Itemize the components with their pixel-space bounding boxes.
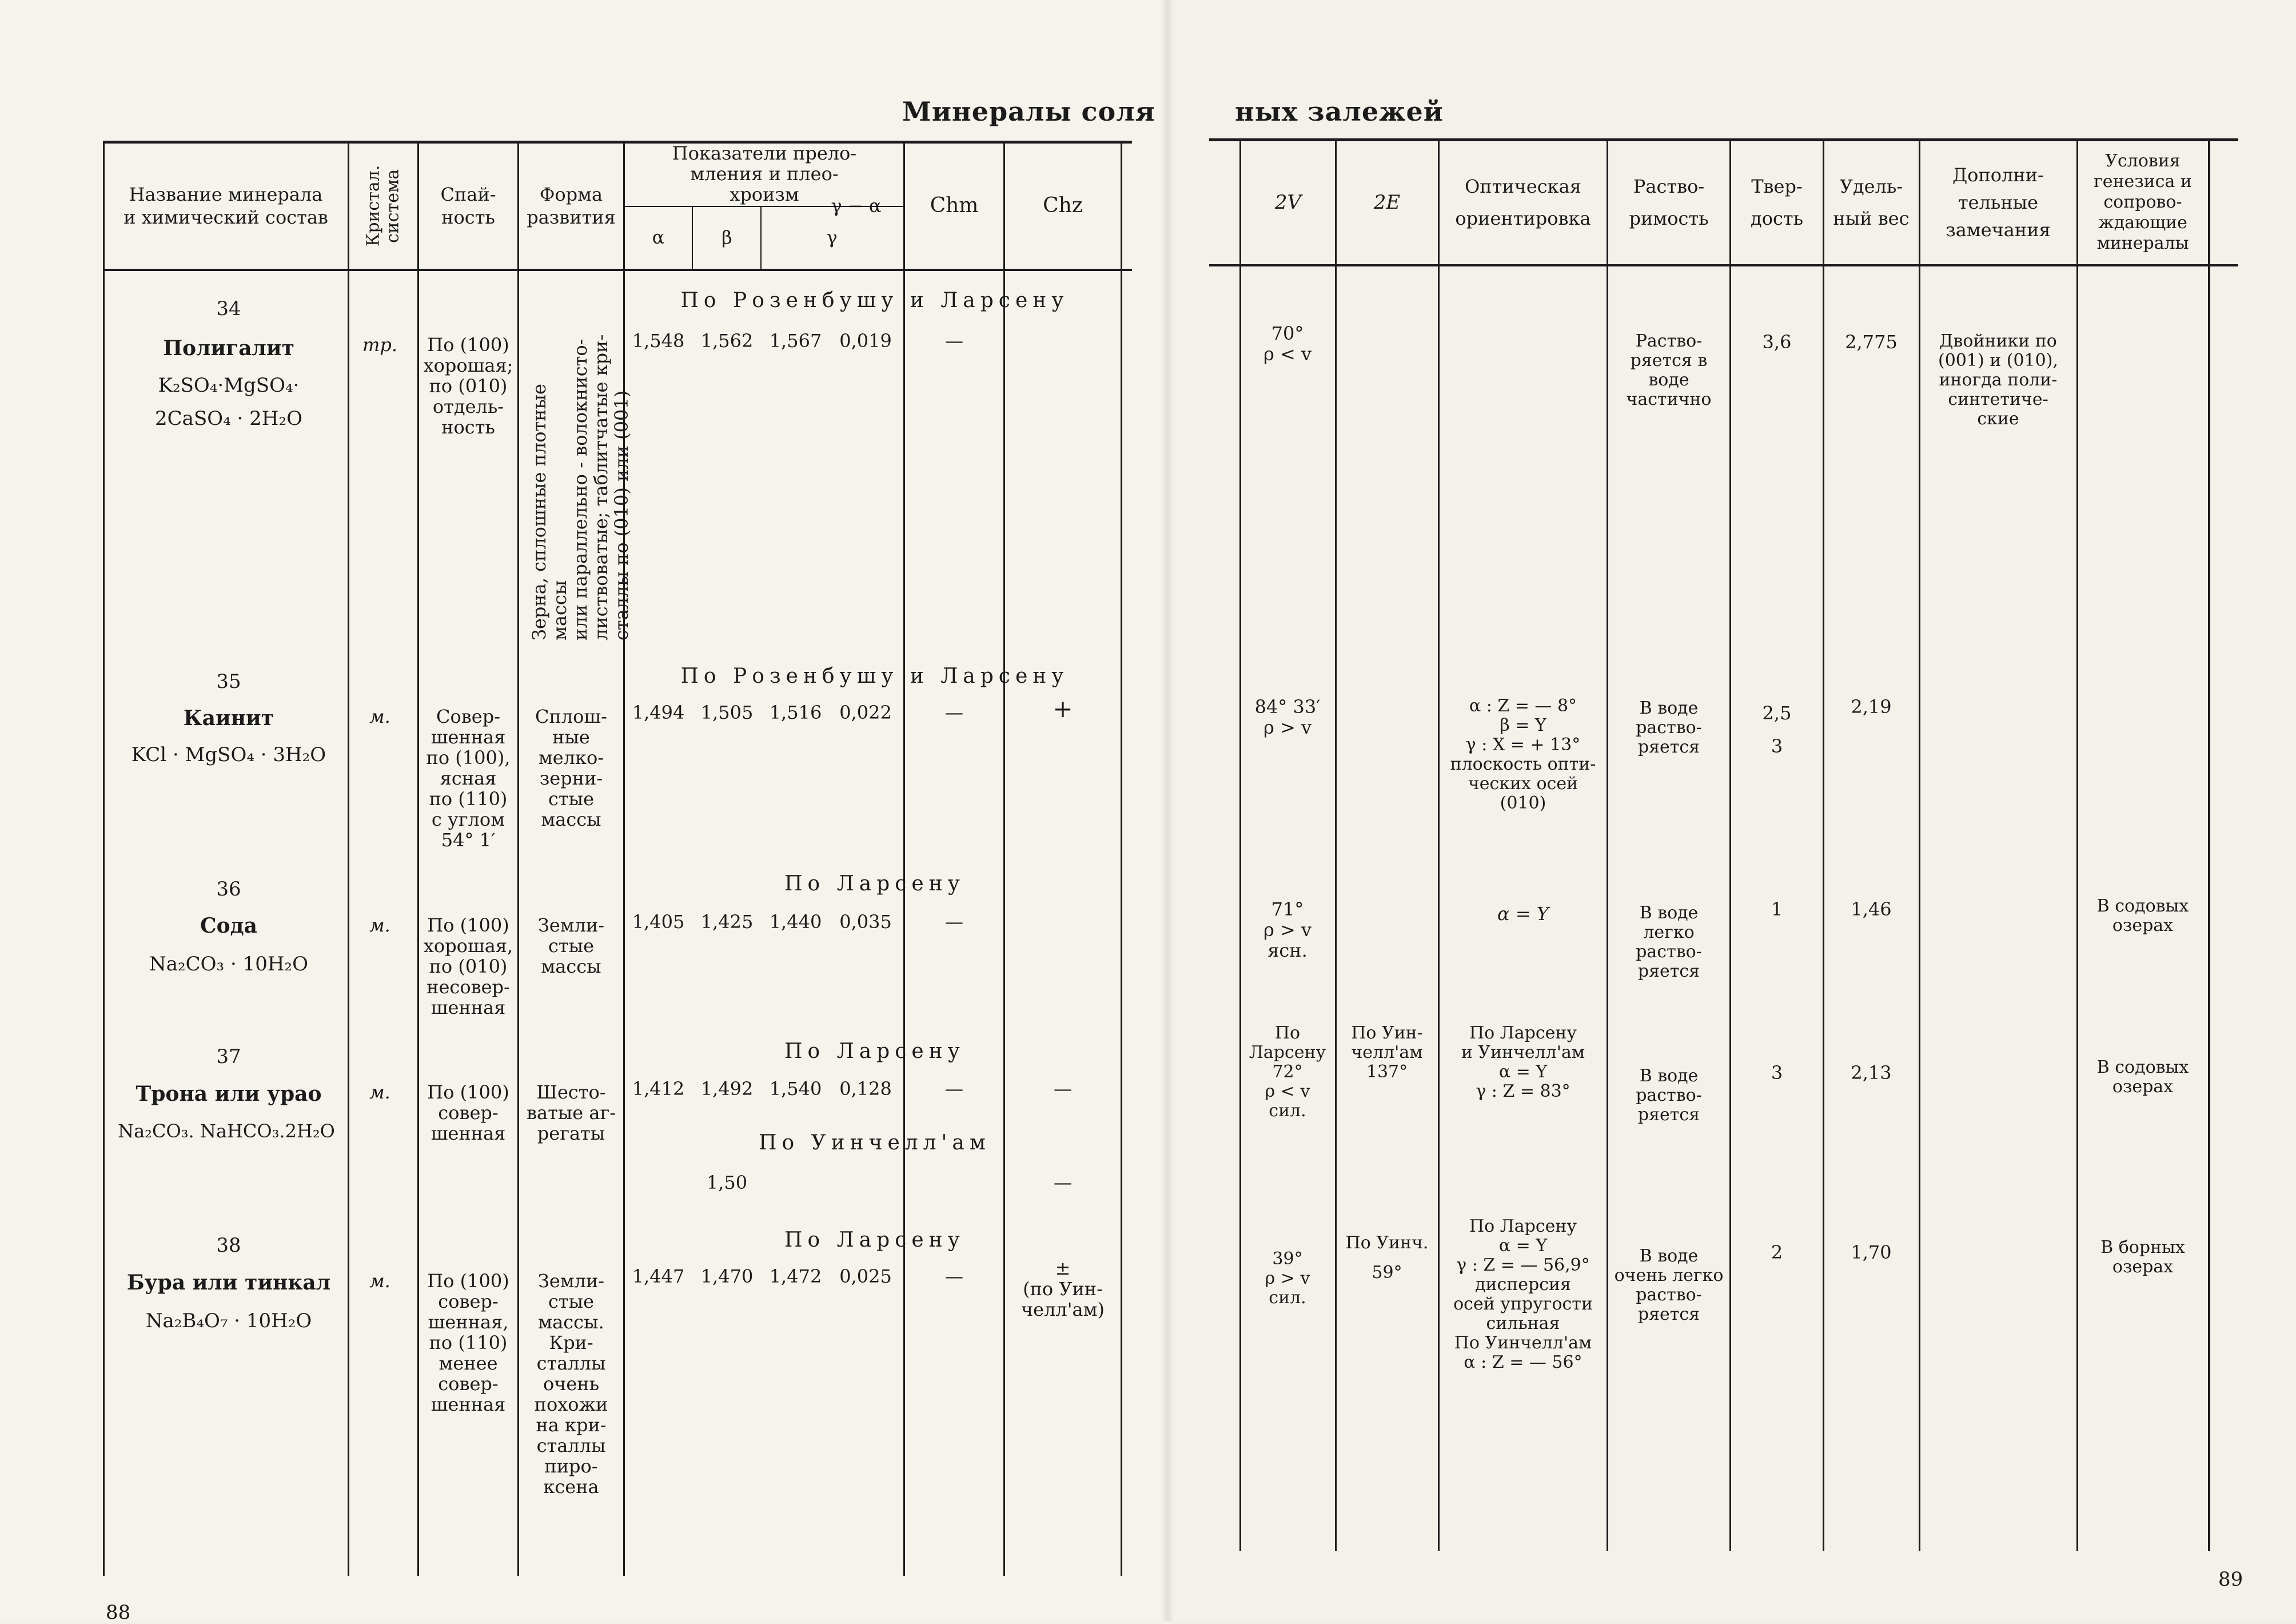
header-hardness: Твер- дость (1750, 176, 1803, 229)
beta-value: 1,505 (700, 702, 754, 723)
col-line (1239, 138, 1241, 1551)
mineral-name: Бура или тинкал (126, 1271, 331, 1295)
col-line (903, 141, 905, 1576)
header-conditions: Условия генезиса и сопрово- ждающие минералы (2094, 151, 2192, 253)
col-line (1335, 138, 1337, 1551)
mineral-name: Сода (200, 914, 257, 938)
crystal-system: м. (369, 1081, 390, 1103)
optical-value: α = Y (1497, 903, 1549, 925)
chz-value: — (1054, 1078, 1072, 1100)
header-name: Название минерала и химический состав (123, 184, 328, 228)
alpha-value: 1,447 (632, 1265, 685, 1287)
mineral-number: 37 (216, 1045, 241, 1068)
right-page (1166, 0, 2296, 1621)
book-gutter (1161, 0, 1174, 1621)
gamma-value: 1,567 (769, 330, 822, 352)
gamma-alpha-value: 0,128 (839, 1078, 892, 1100)
chm-value: — (945, 1078, 963, 1100)
alpha-value: 1,494 (632, 702, 685, 723)
row-author: По Ларсену (784, 1228, 965, 1252)
form-development: Сплош- ные мелко- зерни- стые массы (535, 706, 607, 830)
header-bottom-rule (1209, 264, 2238, 266)
col-line (1438, 138, 1440, 1551)
form-development: Земли- стые массы (537, 914, 605, 977)
density-value: 1,46 (1851, 898, 1892, 920)
header-gamma-alpha: γ − α (831, 195, 882, 217)
col-line (2076, 138, 2078, 1551)
mineral-formula: Na₂B₄O₇ · 10H₂O (145, 1309, 312, 1332)
crystal-system: м. (369, 706, 390, 727)
solubility-value: В воде очень легко раство- ряется (1614, 1246, 1724, 1324)
col-line (760, 206, 762, 269)
header-2e: 2E (1373, 191, 1401, 214)
gamma-value: 1,472 (769, 1265, 822, 1287)
solubility-value: Раство- ряется в воде частично (1626, 331, 1712, 409)
chz-value-secondary: — (1054, 1172, 1072, 1193)
two-v-value: 84° 33′ ρ > v (1254, 696, 1321, 738)
chm-value: — (945, 330, 963, 352)
two-v-value: 70° ρ < v (1263, 323, 1312, 365)
gamma-value: 1,440 (769, 911, 822, 933)
header-density: Удель- ный вес (1833, 176, 1910, 229)
conditions-value: В борных озерах (2100, 1237, 2185, 1277)
mineral-number: 36 (216, 878, 241, 901)
col-line (2208, 138, 2210, 1551)
header-gamma: γ (826, 226, 838, 248)
two-v-value: 71° ρ > v ясн. (1263, 898, 1312, 961)
header-crystal: Кристал. система (363, 165, 403, 247)
col-line (1823, 138, 1824, 1551)
chz-value: ± (по Уин- челл'ам) (1021, 1257, 1105, 1320)
header-bottom-rule (103, 269, 1132, 271)
beta-value: 1,492 (700, 1078, 754, 1100)
mineral-formula: KCl · MgSO₄ · 3H₂O (131, 743, 326, 766)
conditions-value: В содовых озерах (2096, 896, 2189, 936)
hardness-value: 2,5 3 (1762, 702, 1792, 757)
crystal-system: тр. (362, 334, 397, 356)
row-author-secondary: По Уинчелл'ам (759, 1131, 991, 1155)
cleavage: По (100) совер- шенная (427, 1081, 509, 1144)
form-development: Зерна, сплошные плотные массы или параллельно - волокнисто- листвоватые; таблитчатые кри- сталлы по (010) или (001) (528, 334, 632, 640)
header-chm: Chm (930, 194, 979, 217)
row-author: По Розенбушу и Ларсену (680, 664, 1069, 688)
gamma-alpha-value: 0,022 (839, 702, 892, 723)
gamma-value: 1,540 (769, 1078, 822, 1100)
gamma-alpha-value: 0,035 (839, 911, 892, 933)
gamma-value: 1,516 (769, 702, 822, 723)
density-value: 2,775 (1845, 331, 1898, 353)
beta-value: 1,425 (700, 911, 754, 933)
beta-value-secondary: 1,50 (706, 1172, 748, 1193)
two-e-value: По Уин- челл'ам 137° (1351, 1023, 1423, 1082)
col-line (692, 206, 693, 269)
gamma-alpha-value: 0,025 (839, 1265, 892, 1287)
hardness-value: 1 (1771, 898, 1783, 920)
mineral-number: 34 (216, 297, 241, 320)
table-top-rule (1209, 138, 2238, 141)
header-optical: Оптическая ориентировка (1455, 176, 1591, 229)
page-number-right: 89 (2218, 1568, 2243, 1591)
two-v-value: 39° ρ > v сил. (1265, 1249, 1310, 1308)
col-line (1121, 141, 1122, 1576)
mineral-formula: 2CaSO₄ · 2H₂O (155, 407, 302, 430)
chm-value: — (945, 911, 963, 933)
row-author: По Ларсену (784, 872, 965, 895)
table-top-rule (103, 141, 1132, 144)
optical-value: α : Z = — 8° β = Y γ : X = + 13° плоскость опти- ческих осей (010) (1450, 696, 1596, 813)
header-solubility: Раство- римость (1629, 176, 1709, 229)
mineral-formula: K₂SO₄·MgSO₄· (158, 374, 300, 397)
crystal-system: м. (369, 1270, 390, 1292)
alpha-value: 1,548 (632, 330, 685, 352)
cleavage: По (100) хорошая; по (010) отдель- ность (423, 334, 513, 438)
two-v-value: По Ларсену 72° ρ < v сил. (1249, 1023, 1326, 1121)
col-line (1729, 138, 1731, 1551)
optical-value: По Ларсену и Уинчелл'ам α = Y γ : Z = 83° (1461, 1023, 1585, 1101)
chz-value: + (1053, 695, 1073, 723)
col-line (417, 141, 419, 1576)
solubility-value: В воде раство- ряется (1636, 698, 1702, 757)
header-form: Форма развития (527, 184, 616, 228)
density-value: 1,70 (1851, 1241, 1892, 1263)
mineral-name: Трона или урао (135, 1082, 322, 1106)
alpha-value: 1,412 (632, 1078, 685, 1100)
beta-value: 1,470 (700, 1265, 754, 1287)
form-development: Шесто- ватые аг- регаты (526, 1081, 616, 1144)
crystal-system: м. (369, 914, 390, 936)
header-2v: 2V (1274, 191, 1302, 214)
row-author: По Ларсену (784, 1040, 965, 1063)
mineral-number: 38 (216, 1234, 241, 1257)
header-remarks: Дополни- тельные замечания (1946, 164, 2051, 241)
header-refraction: Показатели прело- мления и плео- хроизм (672, 142, 857, 205)
remarks-value: Двойники по (001) и (010), иногда поли- синтетиче- ские (1938, 331, 2058, 429)
solubility-value: В воде раство- ряется (1636, 1066, 1702, 1125)
alpha-value: 1,405 (632, 911, 685, 933)
col-line (103, 141, 105, 1576)
header-beta: β (722, 226, 732, 248)
col-line (1607, 138, 1608, 1551)
running-title-left: Минералы соля (902, 96, 1155, 127)
header-alpha: α (652, 226, 665, 248)
chm-value: — (945, 1265, 963, 1287)
two-e-value: По Уинч. 59° (1345, 1233, 1429, 1283)
cleavage: Совер- шенная по (100), ясная по (110) с углом 54° 1′ (426, 706, 511, 851)
optical-value: По Ларсену α = Y γ : Z = — 56,9° дисперсия осей упругости сильная По Уинчелл'ам α : Z = — 56° (1453, 1216, 1593, 1372)
page-number-left: 88 (106, 1601, 131, 1624)
conditions-value: В содовых озерах (2096, 1057, 2189, 1097)
gamma-alpha-value: 0,019 (839, 330, 892, 352)
hardness-value: 2 (1771, 1241, 1783, 1263)
cleavage: По (100) совер- шенная, по (110) менее совер- шенная (427, 1270, 509, 1415)
header-cleavage: Спай- ность (440, 184, 496, 228)
chm-value: — (945, 702, 963, 723)
mineral-number: 35 (216, 670, 241, 693)
row-author: По Розенбушу и Ларсену (680, 289, 1069, 312)
header-chz: Chz (1043, 194, 1083, 217)
cleavage: По (100) хорошая, по (010) несовер- шенная (423, 914, 513, 1018)
running-title-right: ных залежей (1235, 96, 1444, 127)
mineral-formula: Na₂CO₃ · 10H₂O (149, 953, 308, 976)
solubility-value: В воде легко раство- ряется (1636, 903, 1702, 981)
mineral-name: Полигалит (163, 336, 294, 360)
mineral-name: Каинит (183, 706, 274, 730)
beta-value: 1,562 (700, 330, 754, 352)
hardness-value: 3,6 (1762, 331, 1792, 353)
density-value: 2,13 (1851, 1062, 1892, 1084)
mineral-formula: Na₂CO₃. NaHCO₃.2H₂O (118, 1120, 335, 1142)
col-line (1003, 141, 1005, 1576)
col-line (1919, 138, 1920, 1551)
density-value: 2,19 (1851, 696, 1892, 718)
hardness-value: 3 (1771, 1062, 1783, 1084)
form-development: Земли- стые массы. Кри- сталлы очень похожи на кри- сталлы пиро- ксена (534, 1270, 608, 1498)
col-line (517, 141, 519, 1576)
